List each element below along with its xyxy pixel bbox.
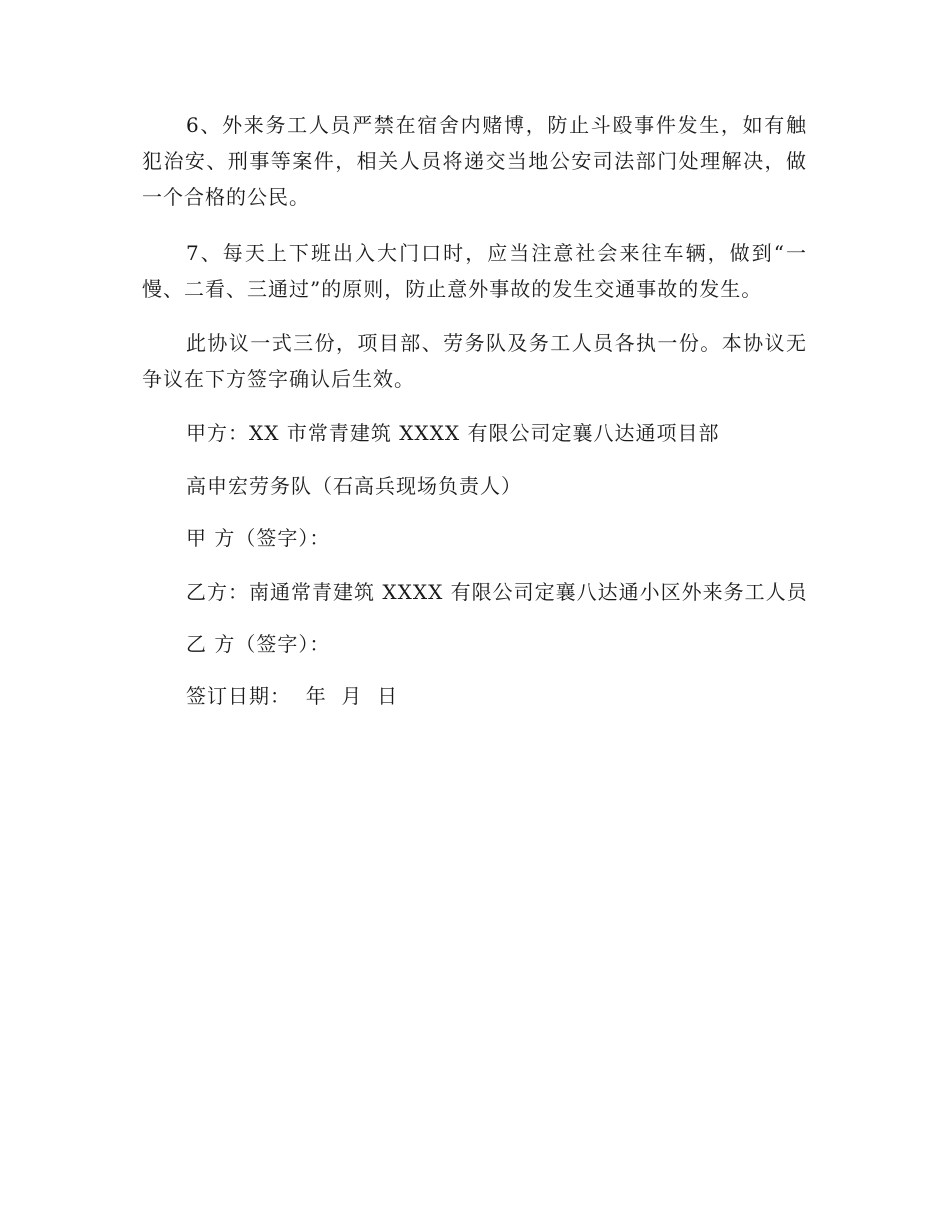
- clause-6-paragraph: 6、外来务工人员严禁在宿舍内赌博，防止斗殴事件发生，如有触犯治安、刑事等案件，相关人员将递交当地公安司法部门处理解决，做一个合格的公民。: [142, 113, 807, 209]
- sign-date-line: 签订日期： 年 月 日: [186, 684, 399, 708]
- party-a-line: 甲方：XX 市常青建筑 XXXX 有限公司定襄八达通项目部: [186, 421, 720, 445]
- party-b-signature-line: 乙 方（签字）：: [186, 632, 331, 656]
- clause-7-paragraph: 7、每天上下班出入大门口时，应当注意社会来往车辆，做到“一慢、二看、三通过”的原则，防止意外事故的发生交通事故的发生。: [142, 241, 807, 301]
- labor-team-line: 高申宏劳务队（石高兵现场负责人）: [186, 474, 522, 498]
- party-a-signature-line: 甲 方（签字）：: [186, 526, 331, 550]
- party-b-line: 乙方：南通常青建筑 XXXX 有限公司定襄八达通小区外来务工人员: [186, 580, 808, 604]
- agreement-copies-paragraph: 此协议一式三份，项目部、劳务队及务工人员各执一份。本协议无争议在下方签字确认后生效。: [142, 331, 807, 391]
